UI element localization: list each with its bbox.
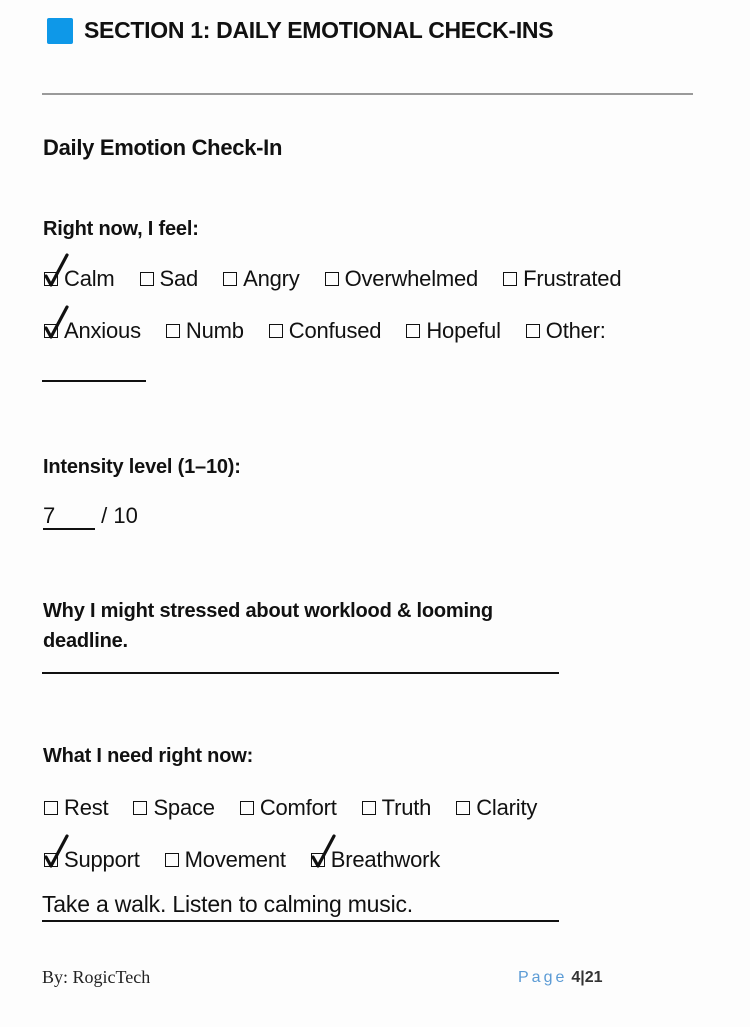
option-support[interactable]: Support [44, 847, 140, 873]
checkbox[interactable] [44, 324, 58, 338]
intensity-value[interactable]: 7 [43, 504, 95, 530]
option-other[interactable]: Other: [526, 318, 606, 344]
checkbox[interactable] [165, 853, 179, 867]
feel-options-row-1 [44, 266, 621, 292]
checkbox[interactable] [240, 801, 254, 815]
needs-options-row-1 [44, 795, 537, 821]
option-frustrated[interactable]: Frustrated [503, 266, 621, 292]
option-breathwork[interactable]: Breathwork [311, 847, 440, 873]
needs-options-row-2 [44, 847, 440, 873]
option-rest[interactable]: Rest [44, 795, 108, 821]
intensity-question: Intensity level (1–10): [43, 456, 241, 478]
checkmark-icon [43, 305, 69, 339]
checkbox[interactable] [269, 324, 283, 338]
option-space[interactable]: Space [133, 795, 214, 821]
option-clarity[interactable]: Clarity [456, 795, 537, 821]
checkbox[interactable] [44, 853, 58, 867]
section-title: SECTION 1: DAILY EMOTIONAL CHECK-INS [84, 17, 554, 43]
checkbox[interactable] [406, 324, 420, 338]
needs-question: What I need right now: [43, 745, 254, 767]
intensity-suffix: / 10 [101, 503, 138, 528]
needs-answer[interactable]: Take a walk. Listen to calming music. [42, 891, 413, 917]
checkbox[interactable] [362, 801, 376, 815]
option-movement[interactable]: Movement [165, 847, 286, 873]
checkbox[interactable] [223, 272, 237, 286]
option-anxious[interactable]: Anxious [44, 318, 141, 344]
checkbox[interactable] [325, 272, 339, 286]
divider [42, 93, 693, 95]
why-text-line-1: Why I might stressed about worklood & looming [43, 600, 493, 622]
form-heading: Daily Emotion Check-In [43, 135, 283, 160]
checkbox[interactable] [503, 272, 517, 286]
option-sad[interactable]: Sad [140, 266, 199, 292]
checkbox[interactable] [166, 324, 180, 338]
why-text-line-2: deadline. [43, 630, 128, 652]
option-truth[interactable]: Truth [362, 795, 432, 821]
checkmark-icon [310, 834, 336, 868]
checkbox[interactable] [311, 853, 325, 867]
footer-author: By: RogicTech [42, 967, 151, 987]
option-overwhelmed[interactable]: Overwhelmed [325, 266, 479, 292]
feel-options-row-2 [44, 318, 606, 344]
checkbox[interactable] [44, 272, 58, 286]
option-calm[interactable]: Calm [44, 266, 115, 292]
checkbox[interactable] [140, 272, 154, 286]
why-input-line[interactable] [42, 672, 559, 674]
option-hopeful[interactable]: Hopeful [406, 318, 500, 344]
checkmark-icon [43, 834, 69, 868]
intensity-field [43, 503, 138, 530]
checkbox[interactable] [456, 801, 470, 815]
checkbox[interactable] [133, 801, 147, 815]
footer-page [518, 969, 603, 987]
page-number: 4|21 [571, 969, 603, 986]
option-comfort[interactable]: Comfort [240, 795, 337, 821]
option-numb[interactable]: Numb [166, 318, 244, 344]
checkbox[interactable] [526, 324, 540, 338]
blue-square-icon [47, 18, 73, 44]
needs-answer-line [42, 920, 559, 922]
checkmark-icon [43, 253, 69, 287]
page-label: Page [518, 969, 568, 986]
other-input-line[interactable] [42, 380, 146, 382]
checkbox[interactable] [44, 801, 58, 815]
feel-question: Right now, I feel: [43, 218, 199, 240]
option-confused[interactable]: Confused [269, 318, 382, 344]
option-angry[interactable]: Angry [223, 266, 299, 292]
section-header [47, 17, 553, 44]
